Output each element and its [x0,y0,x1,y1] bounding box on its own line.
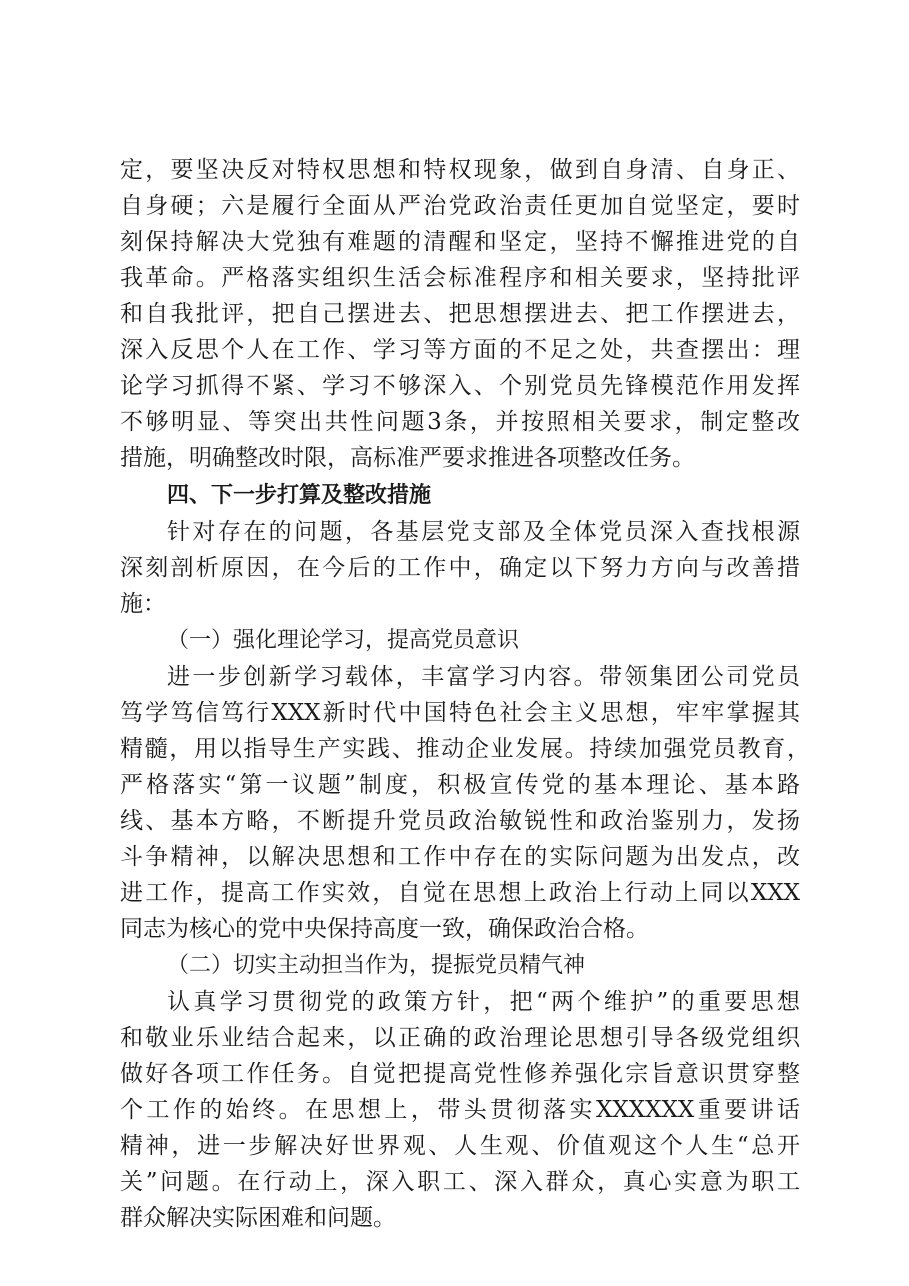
paragraph-line: 刻保持解决大党独有难题的清醒和坚定，坚持不懈推进党的自 [120,229,800,255]
paragraph-line: 和敬业乐业结合起来，以正确的政治理论思想引导各级党组织 [120,1025,800,1051]
paragraph-line: 群众解决实际困难和问题。 [120,1205,396,1231]
paragraph-line: 措施，明确整改时限，高标准严要求推进各项整改任务。 [120,445,695,471]
section-heading: 四、下一步打算及整改措施 [167,483,432,508]
paragraph-line: 和自我批评，把自己摆进去、把思想摆进去、把工作摆进去， [120,301,800,327]
paragraph-line: 定，要坚决反对特权思想和特权现象，做到自身清、自身正、 [120,157,800,183]
paragraph-line: 同志为核心的党中央保持高度一致，确保政治合格。 [120,916,649,942]
paragraph-line: 不够明显、等突出共性问题3条，并按照相关要求，制定整改 [120,409,800,435]
paragraph-line: 做好各项工作任务。自觉把提高党性修养强化宗旨意识贯穿整 [120,1061,800,1087]
paragraph-line: 我革命。严格落实组织生活会标准程序和相关要求，坚持批评 [120,265,800,291]
subsection-heading: （一）强化理论学习，提高党员意识 [167,628,520,653]
paragraph-line: 深入反思个人在工作、学习等方面的不足之处，共查摆出：理 [120,337,800,363]
paragraph-line: 自身硬；六是履行全面从严治党政治责任更加自觉坚定，要时 [120,193,800,219]
paragraph-line: 进一步创新学习载体，丰富学习内容。带领集团公司党员 [167,664,800,690]
paragraph-line: 线、基本方略，不断提升党员政治敏锐性和政治鉴别力，发扬 [120,808,800,834]
paragraph-line: 个工作的始终。在思想上，带头贯彻落实XXXXXX重要讲话 [120,1097,800,1123]
paragraph-line: 精神，进一步解决好世界观、人生观、价值观这个人生“总开 [120,1133,800,1159]
paragraph-line: 严格落实“第一议题”制度，积极宣传党的基本理论、基本路 [120,772,800,798]
paragraph-line: 关”问题。在行动上，深入职工、深入群众，真心实意为职工 [120,1169,800,1195]
paragraph-line: 笃学笃信笃行XXX新时代中国特色社会主义思想，牢牢掌握其 [120,700,800,726]
paragraph-line: 施： [120,591,166,617]
paragraph-line: 斗争精神，以解决思想和工作中存在的实际问题为出发点，改 [120,844,800,870]
paragraph-line: 深刻剖析原因，在今后的工作中，确定以下努力方向与改善措 [120,555,800,581]
subsection-heading: （二）切实主动担当作为，提振党员精气神 [167,953,586,978]
paragraph-line: 针对存在的问题，各基层党支部及全体党员深入查找根源 [167,519,800,545]
paragraph-line: 进工作，提高工作实效，自觉在思想上政治上行动上同以XXX [120,880,800,906]
paragraph-line: 论学习抓得不紧、学习不够深入、个别党员先锋模范作用发挥 [120,373,800,399]
paragraph-line: 认真学习贯彻党的政策方针，把“两个维护”的重要思想 [167,989,800,1015]
paragraph-line: 精髓，用以指导生产实践、推动企业发展。持续加强党员教育， [120,736,810,762]
